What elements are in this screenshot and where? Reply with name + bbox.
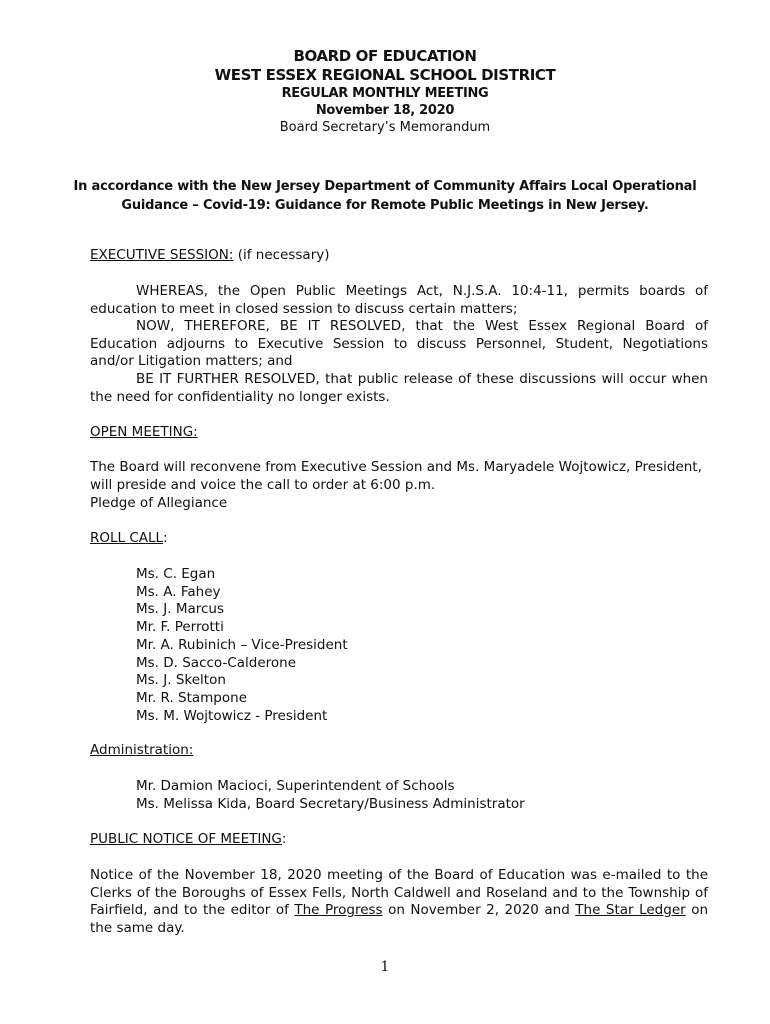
pledge-line: Pledge of Allegiance — [90, 495, 228, 511]
newspaper-progress: The Progress — [294, 902, 383, 918]
public-notice-text-3: on the same day. — [90, 902, 709, 936]
public-notice-paragraph — [90, 867, 708, 937]
public-notice-text-2: on November 2, 2020 and — [382, 902, 576, 918]
executive-session-note: (if necessary) — [233, 247, 330, 263]
newspaper-star-ledger: The Star Ledger — [575, 902, 686, 918]
document-header — [0, 47, 770, 137]
resolved-paragraph: NOW, THEREFORE, BE IT RESOLVED, that the West Essex Regional Board of Education adjourns to Executive Session to discuss Personnel, Student, Negotiations and/or Litigation matters; and — [90, 318, 708, 369]
roll-call-colon: : — [163, 530, 168, 546]
roll-call-list — [136, 566, 348, 725]
administration-heading: Administration: — [90, 742, 194, 758]
public-notice-colon: : — [281, 831, 287, 847]
meeting-date: November 18, 2020 — [315, 103, 455, 118]
board-title: BOARD OF EDUCATION — [293, 47, 477, 65]
roll-call-member: Ms. J. Skelton — [136, 672, 226, 689]
roll-call-member: Ms. D. Sacco-Calderone — [136, 654, 297, 671]
roll-call-member: Mr. R. Stampone — [136, 689, 247, 706]
open-meeting-heading-line — [90, 424, 708, 442]
meeting-type: REGULAR MONTHLY MEETING — [281, 86, 489, 101]
open-meeting-heading: OPEN MEETING: — [90, 424, 198, 440]
administration-list — [136, 778, 525, 813]
executive-session-heading: EXECUTIVE SESSION: — [90, 247, 234, 263]
roll-call-heading-line — [90, 530, 708, 548]
open-meeting-paragraph: The Board will reconvene from Executive Session and Ms. Maryadele Wojtowicz, President, will preside and voice the call to order at 6:00 p.m. — [90, 459, 702, 493]
administrator: Mr. Damion Macioci, Superintendent of Schools — [136, 778, 455, 794]
guidance-notice — [60, 177, 710, 215]
public-notice-heading-line — [90, 831, 708, 849]
public-notice-heading: PUBLIC NOTICE OF MEETING — [90, 831, 282, 847]
whereas-paragraph: WHEREAS, the Open Public Meetings Act, N.J.S.A. 10:4-11, permits boards of education to meet in closed session to discuss certain matters; — [90, 283, 708, 317]
roll-call-member: Mr. A. Rubinich – Vice-President — [136, 636, 348, 653]
page-number: 1 — [380, 959, 390, 975]
executive-session-heading-line — [90, 247, 708, 265]
roll-call-member: Ms. J. Marcus — [136, 601, 225, 618]
guidance-line-2: Guidance – Covid-19: Guidance for Remote Public Meetings in New Jersey. — [121, 198, 649, 213]
administrator: Ms. Melissa Kida, Board Secretary/Business Administrator — [136, 795, 525, 812]
district-title: WEST ESSEX REGIONAL SCHOOL DISTRICT — [214, 66, 556, 84]
guidance-line-1: In accordance with the New Jersey Department of Community Affairs Local Operational — [73, 179, 697, 194]
roll-call-member: Ms. M. Wojtowicz - President — [136, 707, 328, 724]
roll-call-heading: ROLL CALL — [90, 530, 164, 546]
memo-subtitle: Board Secretary’s Memorandum — [279, 120, 491, 135]
roll-call-member: Ms. A. Fahey — [136, 583, 221, 600]
roll-call-member: Mr. F. Perrotti — [136, 619, 224, 636]
further-resolved-paragraph: BE IT FURTHER RESOLVED, that public release of these discussions will occur when the need for confidentiality no longer exists. — [90, 371, 708, 405]
public-notice-text-1: Notice of the November 18, 2020 meeting of the Board of Education was e-mailed to the Clerks of the Boroughs of Essex Fells, North Caldwell and Roseland and to the Township of Fairfield, and to the editor of — [90, 867, 708, 918]
administration-heading-line — [90, 742, 708, 760]
roll-call-member: Ms. C. Egan — [136, 566, 216, 582]
